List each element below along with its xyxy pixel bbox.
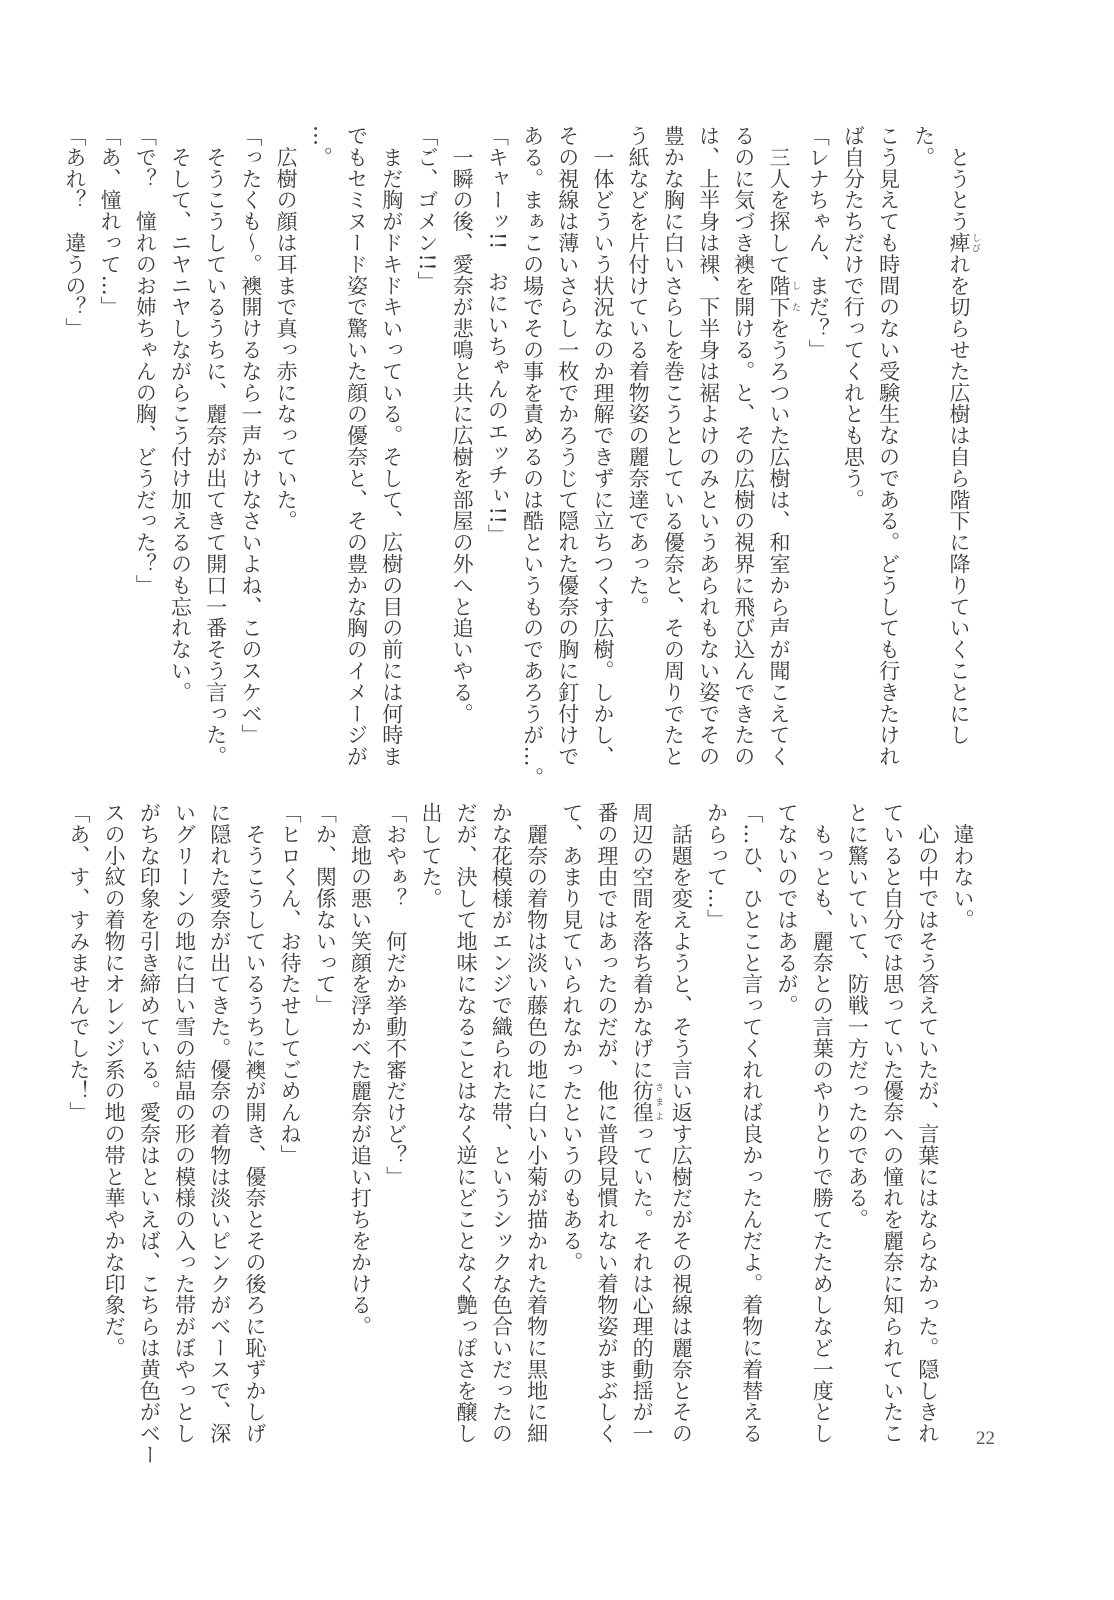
- text-line: [198, 125, 233, 767]
- text-segment: てないのではあるが。: [774, 802, 799, 1016]
- text-line: [589, 802, 624, 1444]
- text-segment: 「おやぁ？ 何だか挙動不審だけど？」: [383, 802, 408, 1188]
- ruby-text: [766, 274, 800, 318]
- text-segment: もっとも、麗奈との言葉のやりとりで勝てたためしなど一度とし: [810, 802, 835, 1444]
- text-segment: 一瞬の後、愛奈が悲鳴と共に広樹を部屋の外へと追いやる。: [450, 125, 475, 725]
- text-line: [761, 125, 800, 768]
- text-line: [268, 125, 303, 750]
- text-segment: 「…ひ、ひとこと言ってくれれば良かったんだよ。着物に着替える: [739, 802, 764, 1444]
- text-line: [413, 802, 448, 1427]
- text-line: [483, 802, 518, 1444]
- ruby-reading: しび: [970, 232, 980, 254]
- text-line: [941, 125, 980, 750]
- text-segment: をうろついた広樹は、和室から声が聞こえてく: [766, 317, 791, 768]
- text-segment: そうこうしているうちに襖が開き、優奈とその後ろに恥ずかしげ: [242, 802, 267, 1444]
- text-segment: 「か、関係ないって」: [313, 802, 338, 1016]
- text-segment: まだ胸がドキドキいっている。そして、広樹の目の前には何時ま: [379, 125, 404, 767]
- text-segment: そして、ニヤニヤしながらこう付け加えるのも忘れない。: [168, 125, 193, 703]
- text-segment: 一体どういう状況なのか理解できずに立ちつくす広樹。しかし、: [590, 125, 615, 767]
- text-line: [518, 802, 553, 1444]
- text-line: [804, 802, 839, 1444]
- ruby-reading: した: [789, 274, 800, 318]
- text-line: [202, 802, 237, 1444]
- text-line: [162, 125, 197, 750]
- text-segment: るのに気づき襖を開ける。と、その広樹の視界に飛び込んできたの: [731, 125, 756, 767]
- text-segment: 心の中ではそう答えていたが、言葉にはならなかった。隠しきれ: [915, 802, 940, 1444]
- text-segment: 広樹の顔は耳まで真っ赤になっていた。: [274, 125, 299, 532]
- text-line: [585, 125, 620, 767]
- text-segment: 「あ、す、すみませんでした！」: [66, 802, 91, 1123]
- text-segment: 話題を変えようと、そう言い返す広樹だがその視線は麗奈とその: [669, 802, 694, 1444]
- text-segment: 意地の悪い笑顔を浮かべた麗奈が追い打ちをかける。: [348, 802, 373, 1337]
- text-line: [338, 125, 373, 767]
- text-segment: う紙などを片付けている着物姿の麗奈達であった。: [626, 125, 651, 618]
- text-line: [663, 802, 698, 1444]
- text-line: [690, 125, 725, 767]
- bottom-text-block: [61, 802, 980, 1466]
- text-line: [303, 125, 338, 750]
- text-segment: 周辺の空間を落ち着かなげに: [630, 802, 655, 1081]
- text-segment: ていると自分では思っていた優奈への憧れを麗奈に知られていたこ: [880, 802, 905, 1444]
- text-segment: に隠れた愛奈が出てきた。優奈の着物は淡いピンクがベースで、深: [207, 802, 232, 1444]
- text-segment: その視線は薄いさらし一枚でかろうじて隠れた優奈の胸に釘付けで: [555, 125, 580, 767]
- text-segment: …。: [309, 125, 334, 168]
- text-segment: スの小紋の着物にオレンジ系の地の帯と華やかな印象だ。: [102, 802, 127, 1359]
- text-line: [839, 802, 874, 1427]
- text-segment: 「レナちゃん、まだ？」: [806, 125, 831, 361]
- text-line: [800, 125, 835, 750]
- text-line: [374, 125, 409, 767]
- text-segment: 豊かな胸に白いさらしを巻こうとしている優奈と、その周りでたと: [661, 125, 686, 767]
- page-number: 22: [976, 1428, 995, 1449]
- text-line: [307, 802, 342, 1427]
- text-line: [945, 802, 980, 1427]
- text-line: [444, 125, 479, 750]
- ruby-base: 痺: [947, 232, 971, 254]
- text-line: [874, 802, 909, 1444]
- text-segment: は、上半身は裸、下半身は裾よけのみというあられもない姿でその: [696, 125, 721, 767]
- text-line: [906, 125, 941, 750]
- text-line: [624, 802, 664, 1445]
- text-line: [61, 802, 96, 1427]
- text-line: [342, 802, 377, 1427]
- text-line: [910, 802, 945, 1444]
- text-segment: かな花模様がエンジで織られた帯、というシックな色合いだったの: [489, 802, 514, 1444]
- text-segment: だが、決して地味になることはなく逆にどことなく艶っぽさを醸し: [454, 802, 479, 1444]
- text-segment: 三人を探して: [766, 125, 791, 275]
- text-line: [237, 802, 272, 1444]
- text-segment: とに驚いていて、防戦一方だったのである。: [845, 802, 870, 1230]
- text-line: [166, 802, 201, 1444]
- text-segment: っていた。それは心理的動揺が一: [630, 1123, 655, 1445]
- text-segment: がちな印象を引き締めている。愛奈はといえば、こちらは黄色がベー: [137, 802, 162, 1466]
- ruby-text: [947, 232, 980, 254]
- text-segment: ある。まぁこの場でその事を責めるのは酷というものであろうが…。: [520, 125, 545, 789]
- text-line: [620, 125, 655, 750]
- text-line: [127, 125, 162, 750]
- text-segment: 麗奈の着物は淡い藤色の地に白い小菊が描かれた着物に黒地に細: [524, 802, 549, 1444]
- text-segment: 出してた。: [418, 802, 443, 909]
- text-segment: 違わない。: [951, 802, 975, 931]
- text-segment: 「ったくも～。襖開けるなら一声かけなさいよね、このスケベ」: [238, 125, 263, 746]
- text-line: [726, 125, 761, 767]
- text-segment: そうこうしているうちに、麗奈が出てきて開口一番そう言った。: [203, 125, 228, 767]
- text-segment: 番の理由ではあったのだが、他に普段見慣れない着物姿がまぶしく: [594, 802, 619, 1444]
- text-line: [131, 802, 166, 1466]
- text-line: [96, 802, 131, 1427]
- text-line: [655, 125, 690, 767]
- text-line: [409, 125, 444, 750]
- ruby-base: 彷徨: [630, 1080, 655, 1124]
- text-segment: 「ヒロくん、お待たせしてごめんね」: [278, 802, 303, 1166]
- text-segment: 「あれ？ 違うの？」: [62, 125, 87, 339]
- text-line: [870, 125, 905, 767]
- text-line: [550, 125, 585, 767]
- text-line: [769, 802, 804, 1427]
- text-segment: れを切らせた広樹は自ら階下に降りていくことにし: [947, 253, 971, 746]
- text-segment: ば自分たちだけで行ってくれとも思う。: [841, 125, 866, 511]
- text-segment: 「で？ 憧れのお姉ちゃんの胸、どうだった？」: [133, 125, 158, 596]
- text-segment: いグリーンの地に白い雪の結晶の形の模様の入った帯がぼやっとし: [172, 802, 197, 1444]
- text-line: [479, 125, 514, 750]
- text-segment: こう見えても時間のない受験生なのである。どうしても行きたけれ: [876, 125, 901, 767]
- text-line: [272, 802, 307, 1427]
- text-line: [57, 125, 92, 750]
- text-line: [233, 125, 268, 750]
- ruby-reading: さまよ: [653, 1080, 664, 1123]
- ruby-base: 階下: [766, 274, 791, 318]
- text-line: [514, 125, 549, 789]
- text-segment: 「キャーッ!! おにいちゃんのエッチぃ!!」: [485, 125, 510, 546]
- text-line: [734, 802, 769, 1444]
- text-line: [698, 802, 733, 1427]
- text-segment: 「あ、憧れって…」: [98, 125, 123, 318]
- text-line: [835, 125, 870, 750]
- text-line: [554, 802, 589, 1427]
- text-line: [448, 802, 483, 1444]
- top-text-block: [57, 125, 980, 789]
- text-segment: て、あまり見ていられなかったというのもある。: [559, 802, 584, 1273]
- ruby-text: [630, 1080, 664, 1124]
- text-segment: からって…」: [704, 802, 729, 931]
- text-segment: でもセミヌード姿で驚いた顔の優奈と、その豊かな胸のイメージが: [344, 125, 369, 767]
- text-line: [92, 125, 127, 750]
- text-line: [378, 802, 413, 1427]
- text-segment: た。: [911, 125, 936, 168]
- text-segment: 「ご、ゴメン!!」: [414, 125, 439, 293]
- text-segment: とうとう: [947, 125, 971, 232]
